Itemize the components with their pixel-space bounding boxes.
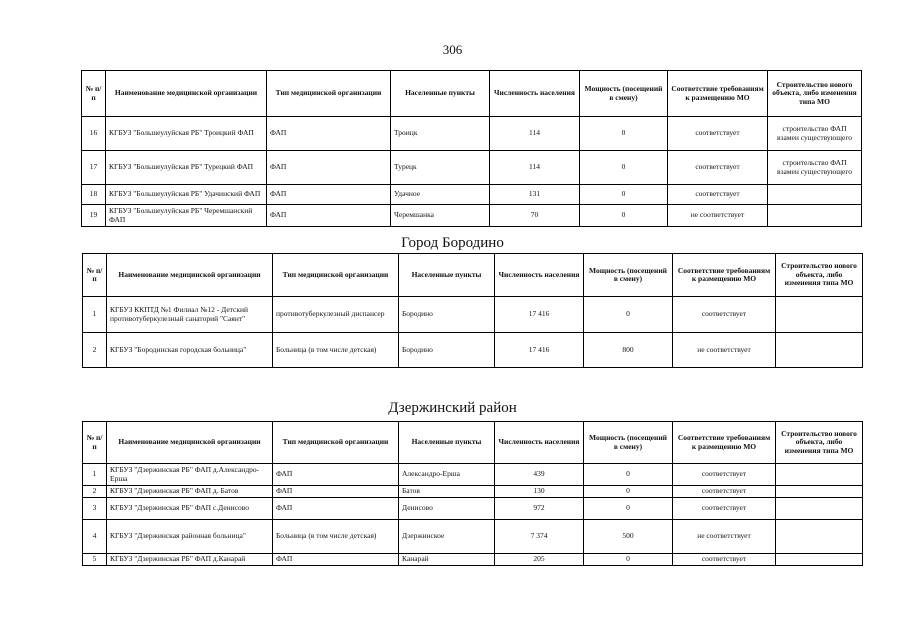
cell-construction: строительство ФАП взамен существующего (768, 117, 862, 151)
cell-compliance: соответствует (668, 185, 768, 205)
header-construction: Строительство нового объекта, либо изменения типа МО (776, 254, 863, 297)
cell-name: КГБУЗ "Бородинская городская больница" (107, 333, 273, 368)
table-row (83, 464, 863, 486)
cell-compliance: не соответствует (673, 520, 776, 554)
cell-capacity: 0 (584, 464, 673, 486)
cell-num: 19 (82, 205, 106, 227)
cell-construction (776, 554, 863, 566)
header-construction: Строительство нового объекта, либо изменения типа МО (768, 71, 862, 117)
cell-population: 205 (495, 554, 584, 566)
cell-settlement: Троицк (391, 117, 490, 151)
page-number: 306 (442, 42, 463, 57)
cell-settlement: Денисово (399, 498, 495, 520)
table-header-row (83, 254, 863, 297)
header-type: Тип медицинской организации (273, 422, 399, 464)
cell-population: 114 (490, 151, 580, 185)
cell-type: ФАП (267, 205, 391, 227)
section-title-borodino: Город Бородино (401, 235, 504, 251)
cell-construction (776, 520, 863, 554)
cell-settlement: Батов (399, 486, 495, 498)
cell-compliance: не соответствует (668, 205, 768, 227)
cell-type: ФАП (267, 117, 391, 151)
cell-num: 1 (83, 464, 107, 486)
cell-population: 17 416 (495, 297, 584, 333)
header-population: Численность населения (495, 254, 584, 297)
cell-construction (776, 333, 863, 368)
table-row (82, 185, 862, 205)
cell-type: ФАП (267, 185, 391, 205)
cell-population: 439 (495, 464, 584, 486)
cell-num: 17 (82, 151, 106, 185)
cell-settlement: Александро-Ерша (399, 464, 495, 486)
header-compliance: Соответствие требованиям к размещению МО (673, 254, 776, 297)
header-settlements: Населенные пункты (399, 254, 495, 297)
table-row (82, 151, 862, 185)
table-row (83, 520, 863, 554)
cell-settlement: Черемшанка (391, 205, 490, 227)
cell-type: противотуберкулезный диспансер (273, 297, 399, 333)
cell-num: 18 (82, 185, 106, 205)
cell-settlement: Бородино (399, 333, 495, 368)
cell-construction (776, 297, 863, 333)
cell-type: Больница (в том числе детская) (273, 333, 399, 368)
cell-population: 114 (490, 117, 580, 151)
cell-settlement: Бородино (399, 297, 495, 333)
cell-settlement: Удачное (391, 185, 490, 205)
cell-name: КГБУЗ ККПТД №1 Филиал №12 - Детский противотуберкулезный санаторий "Саянт" (107, 297, 273, 333)
header-name: Наименование медицинской организации (107, 254, 273, 297)
header-settlements: Населенные пункты (399, 422, 495, 464)
cell-name: КГБУЗ "Дзержинская РБ" ФАП д.Александро-Ерша (107, 464, 273, 486)
cell-construction (776, 486, 863, 498)
cell-type: Больница (в том числе детская) (273, 520, 399, 554)
table-row (83, 297, 863, 333)
header-construction: Строительство нового объекта, либо изменения типа МО (776, 422, 863, 464)
table-row (82, 117, 862, 151)
cell-num: 16 (82, 117, 106, 151)
table-row (82, 205, 862, 227)
cell-population: 7 374 (495, 520, 584, 554)
cell-name: КГБУЗ "Дзержинская РБ" ФАП с.Денисово (107, 498, 273, 520)
header-settlements: Населенные пункты (391, 71, 490, 117)
cell-capacity: 0 (580, 205, 668, 227)
cell-name: КГБУЗ "Большеулуйская РБ" Удачинский ФАП (106, 185, 267, 205)
table-row (83, 554, 863, 566)
cell-construction (768, 185, 862, 205)
cell-capacity: 0 (580, 151, 668, 185)
cell-capacity: 500 (584, 520, 673, 554)
cell-settlement: Турецк (391, 151, 490, 185)
header-type: Тип медицинской организации (273, 254, 399, 297)
header-num: № п/п (82, 71, 106, 117)
cell-capacity: 0 (584, 554, 673, 566)
cell-compliance: соответствует (668, 151, 768, 185)
cell-capacity: 0 (584, 498, 673, 520)
cell-num: 4 (83, 520, 107, 554)
cell-construction (776, 464, 863, 486)
cell-name: КГБУЗ "Большеулуйская РБ" Турецкий ФАП (106, 151, 267, 185)
cell-construction (768, 205, 862, 227)
cell-num: 5 (83, 554, 107, 566)
header-compliance: Соответствие требованиям к размещению МО (668, 71, 768, 117)
cell-settlement: Дзержинское (399, 520, 495, 554)
header-name: Наименование медицинской организации (106, 71, 267, 117)
cell-population: 972 (495, 498, 584, 520)
cell-compliance: соответствует (673, 554, 776, 566)
table-row (83, 333, 863, 368)
cell-population: 131 (490, 185, 580, 205)
header-num: № п/п (83, 422, 107, 464)
cell-capacity: 0 (584, 486, 673, 498)
cell-type: ФАП (273, 498, 399, 520)
cell-compliance: соответствует (673, 486, 776, 498)
cell-compliance: соответствует (673, 498, 776, 520)
cell-compliance: соответствует (673, 464, 776, 486)
header-name: Наименование медицинской организации (107, 422, 273, 464)
table-header-row (83, 422, 863, 464)
header-capacity: Мощность (посещений в смену) (584, 422, 673, 464)
table-dzerzhinsky (82, 421, 863, 566)
table-borodino (82, 253, 863, 368)
cell-num: 2 (83, 486, 107, 498)
table-bolsheuluy (81, 70, 862, 227)
cell-population: 17 416 (495, 333, 584, 368)
cell-capacity: 0 (580, 185, 668, 205)
header-compliance: Соответствие требованиям к размещению МО (673, 422, 776, 464)
header-num: № п/п (83, 254, 107, 297)
header-population: Численность населения (495, 422, 584, 464)
cell-compliance: не соответствует (673, 333, 776, 368)
cell-population: 70 (490, 205, 580, 227)
cell-capacity: 0 (584, 297, 673, 333)
cell-type: ФАП (273, 554, 399, 566)
table-row (83, 486, 863, 498)
cell-compliance: соответствует (673, 297, 776, 333)
cell-settlement: Канарай (399, 554, 495, 566)
cell-type: ФАП (273, 464, 399, 486)
table-row (83, 498, 863, 520)
cell-type: ФАП (273, 486, 399, 498)
cell-name: КГБУЗ "Дзержинская РБ" ФАП д. Батов (107, 486, 273, 498)
cell-num: 3 (83, 498, 107, 520)
cell-name: КГБУЗ "Дзержинская районная больница" (107, 520, 273, 554)
header-type: Тип медицинской организации (267, 71, 391, 117)
cell-num: 1 (83, 297, 107, 333)
header-capacity: Мощность (посещений в смену) (580, 71, 668, 117)
cell-name: КГБУЗ "Большеулуйская РБ" Черемшанский ФАП (106, 205, 267, 227)
cell-name: КГБУЗ "Дзержинская РБ" ФАП д.Канарай (107, 554, 273, 566)
header-capacity: Мощность (посещений в смену) (584, 254, 673, 297)
table-header-row (82, 71, 862, 117)
cell-compliance: соответствует (668, 117, 768, 151)
cell-capacity: 0 (580, 117, 668, 151)
cell-construction: строительство ФАП взамен существующего (768, 151, 862, 185)
cell-num: 2 (83, 333, 107, 368)
cell-name: КГБУЗ "Большеулуйская РБ" Троицкий ФАП (106, 117, 267, 151)
cell-population: 130 (495, 486, 584, 498)
cell-capacity: 800 (584, 333, 673, 368)
header-population: Численность населения (490, 71, 580, 117)
cell-type: ФАП (267, 151, 391, 185)
cell-construction (776, 498, 863, 520)
section-title-dzerzhinsky: Дзержинский район (388, 400, 517, 416)
